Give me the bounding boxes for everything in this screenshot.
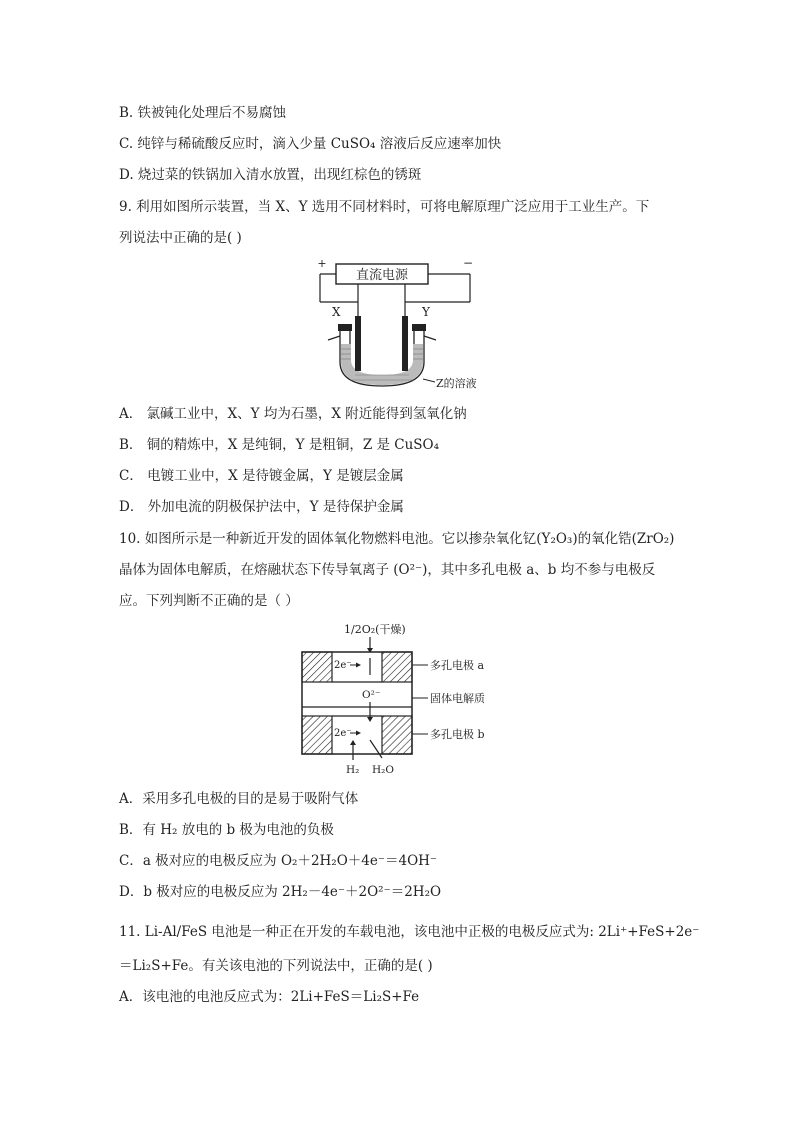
q11-stem-line2: ＝Li₂S+Fe。有关该电池的下列说法中，正确的是( ) [119, 958, 433, 974]
power-supply-label: 直流电源 [355, 268, 409, 283]
minus-terminal-label: − [462, 256, 474, 270]
q10-stem-line1: 10. 如图所示是一种新近开发的固体氧化物燃料电池。它以掺杂氧化钇(Y₂O₃)的氧化锆(ZrO₂) [119, 531, 675, 547]
q10-option-a: A．采用多孔电极的目的是易于吸附气体 [119, 791, 359, 807]
q9-option-c: C． 电镀工业中，X 是待镀金属，Y 是镀层金属 [119, 468, 404, 484]
q8-option-d: D. 烧过菜的铁锅加入清水放置，出现红棕色的锈斑 [119, 167, 422, 183]
q9-stem-line1: 9. 利用如图所示装置，当 X、Y 选用不同材料时，可将电解原理广泛应用于工业生产。下 [119, 199, 650, 215]
q10-option-c: C．a 极对应的电极反应为 O₂＋2H₂O＋4e⁻＝4OH⁻ [119, 853, 438, 869]
solution-label: Z的溶液 [436, 377, 477, 390]
electrode-y-label: Y [422, 305, 430, 319]
plus-terminal-label: + [317, 257, 327, 270]
q11-option-a: A．该电池的电池反应式为：2Li+FeS＝Li₂S+Fe [119, 989, 420, 1005]
q9-option-a: A． 氯碱工业中，X、Y 均为石墨，X 附近能得到氢氧化钠 [119, 406, 467, 422]
electrolyte-label: 固体电解质 [430, 692, 485, 705]
q8-option-c: C. 纯锌与稀硫酸反应时，滴入少量 CuSO₄ 溶液后反应速率加快 [119, 136, 502, 152]
q9-stem-line2: 列说法中正确的是( ) [119, 230, 242, 246]
q11-stem-line1: 11. Li-Al/FeS 电池是一种正在开发的车载电池，该电池中正极的电极反应式为: 2Li⁺+FeS+2e⁻ [119, 924, 700, 940]
q10-stem-line3: 应。下列判断不正确的是（ ） [119, 593, 299, 609]
oxygen-inlet-label: 1/2O₂(干燥) [344, 623, 406, 636]
q10-stem-line2: 晶体为固体电解质，在熔融状态下传导氧离子 (O²⁻)，其中多孔电极 a、b 均不参与电极反 [119, 562, 656, 578]
electrode-b-right [382, 716, 412, 754]
electrolysis-apparatus-figure [310, 254, 490, 394]
electrode-x-label: X [332, 305, 341, 319]
water-label: H₂O [372, 764, 394, 776]
electrode-x [355, 316, 361, 371]
electrode-a-right [382, 652, 412, 682]
fuel-cell-figure [296, 620, 506, 778]
electrode-b-left [302, 716, 332, 754]
electrode-b-label: 多孔电极 b [430, 728, 485, 741]
q10-option-d: D．b 极对应的电极反应为 2H₂－4e⁻＋2O²⁻＝2H₂O [119, 884, 442, 900]
q9-option-b: B． 铜的精炼中，X 是纯铜，Y 是粗铜，Z 是 CuSO₄ [119, 437, 440, 453]
q9-option-d: D． 外加电流的阴极保护法中，Y 是待保护金属 [119, 499, 404, 515]
electron-top-label: 2e⁻ [334, 660, 352, 671]
electrode-a-label: 多孔电极 a [430, 659, 485, 672]
hydrogen-label: H₂ [346, 764, 360, 776]
q10-option-b: B．有 H₂ 放电的 b 极为电池的负极 [119, 822, 334, 838]
electrode-a-left [302, 652, 332, 682]
electrode-y [402, 316, 408, 371]
q8-option-b: B. 铁被钝化处理后不易腐蚀 [119, 105, 287, 121]
electron-bottom-label: 2e⁻ [334, 728, 352, 739]
oxide-ion-label: O²⁻ [362, 689, 381, 701]
